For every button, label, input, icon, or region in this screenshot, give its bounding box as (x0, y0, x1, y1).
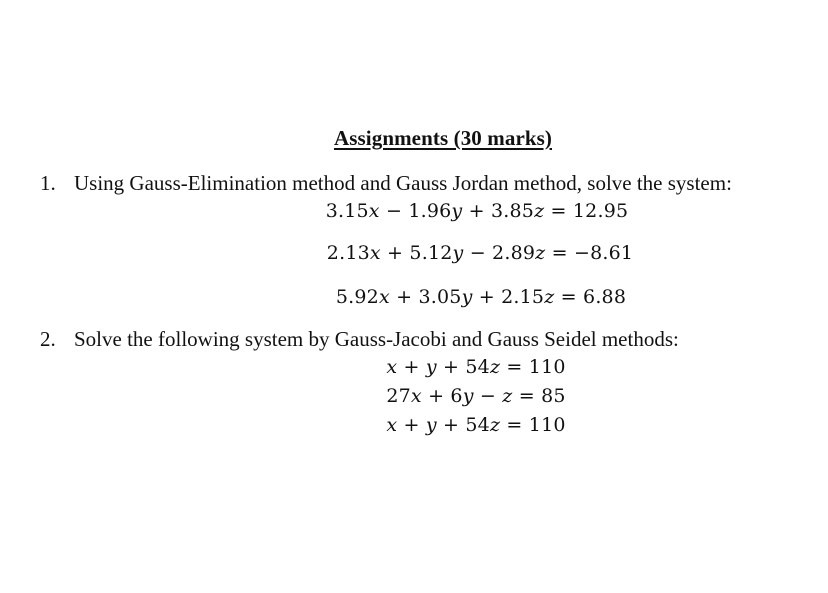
equation-text: 27𝑥 + 6𝑦 − 𝑧 = 85 (386, 385, 566, 407)
question-1-equation-1 (0, 200, 828, 222)
question-1-equation-3 (0, 286, 828, 308)
question-1-equation-2 (0, 242, 828, 264)
assignment-heading (0, 126, 828, 151)
question-2-equation-3 (0, 414, 828, 436)
question-2-text: Solve the following system by Gauss-Jacobi and Gauss Seidel methods: (74, 327, 679, 351)
question-1-text: Using Gauss-Elimination method and Gauss Jordan method, solve the system: (74, 171, 732, 195)
assignment-heading-text: Assignments (30 marks) (333, 126, 553, 150)
question-1-number: 1. (40, 171, 56, 195)
question-2 (40, 327, 679, 352)
equation-text: 𝑥 + 𝑦 + 54𝑧 = 110 (386, 414, 566, 436)
equation-text: 3.15𝑥 − 1.96𝑦 + 3.85𝑧 = 12.95 (325, 200, 629, 222)
equation-text: 2.13𝑥 + 5.12𝑦 − 2.89𝑧 = −8.61 (326, 242, 634, 264)
question-2-equation-2 (0, 385, 828, 407)
equation-text: 𝑥 + 𝑦 + 54𝑧 = 110 (386, 356, 566, 378)
question-2-number: 2. (40, 327, 56, 351)
equation-text: 5.92𝑥 + 3.05𝑦 + 2.15𝑧 = 6.88 (335, 286, 627, 308)
question-2-equation-1 (0, 356, 828, 378)
question-1 (40, 171, 732, 196)
